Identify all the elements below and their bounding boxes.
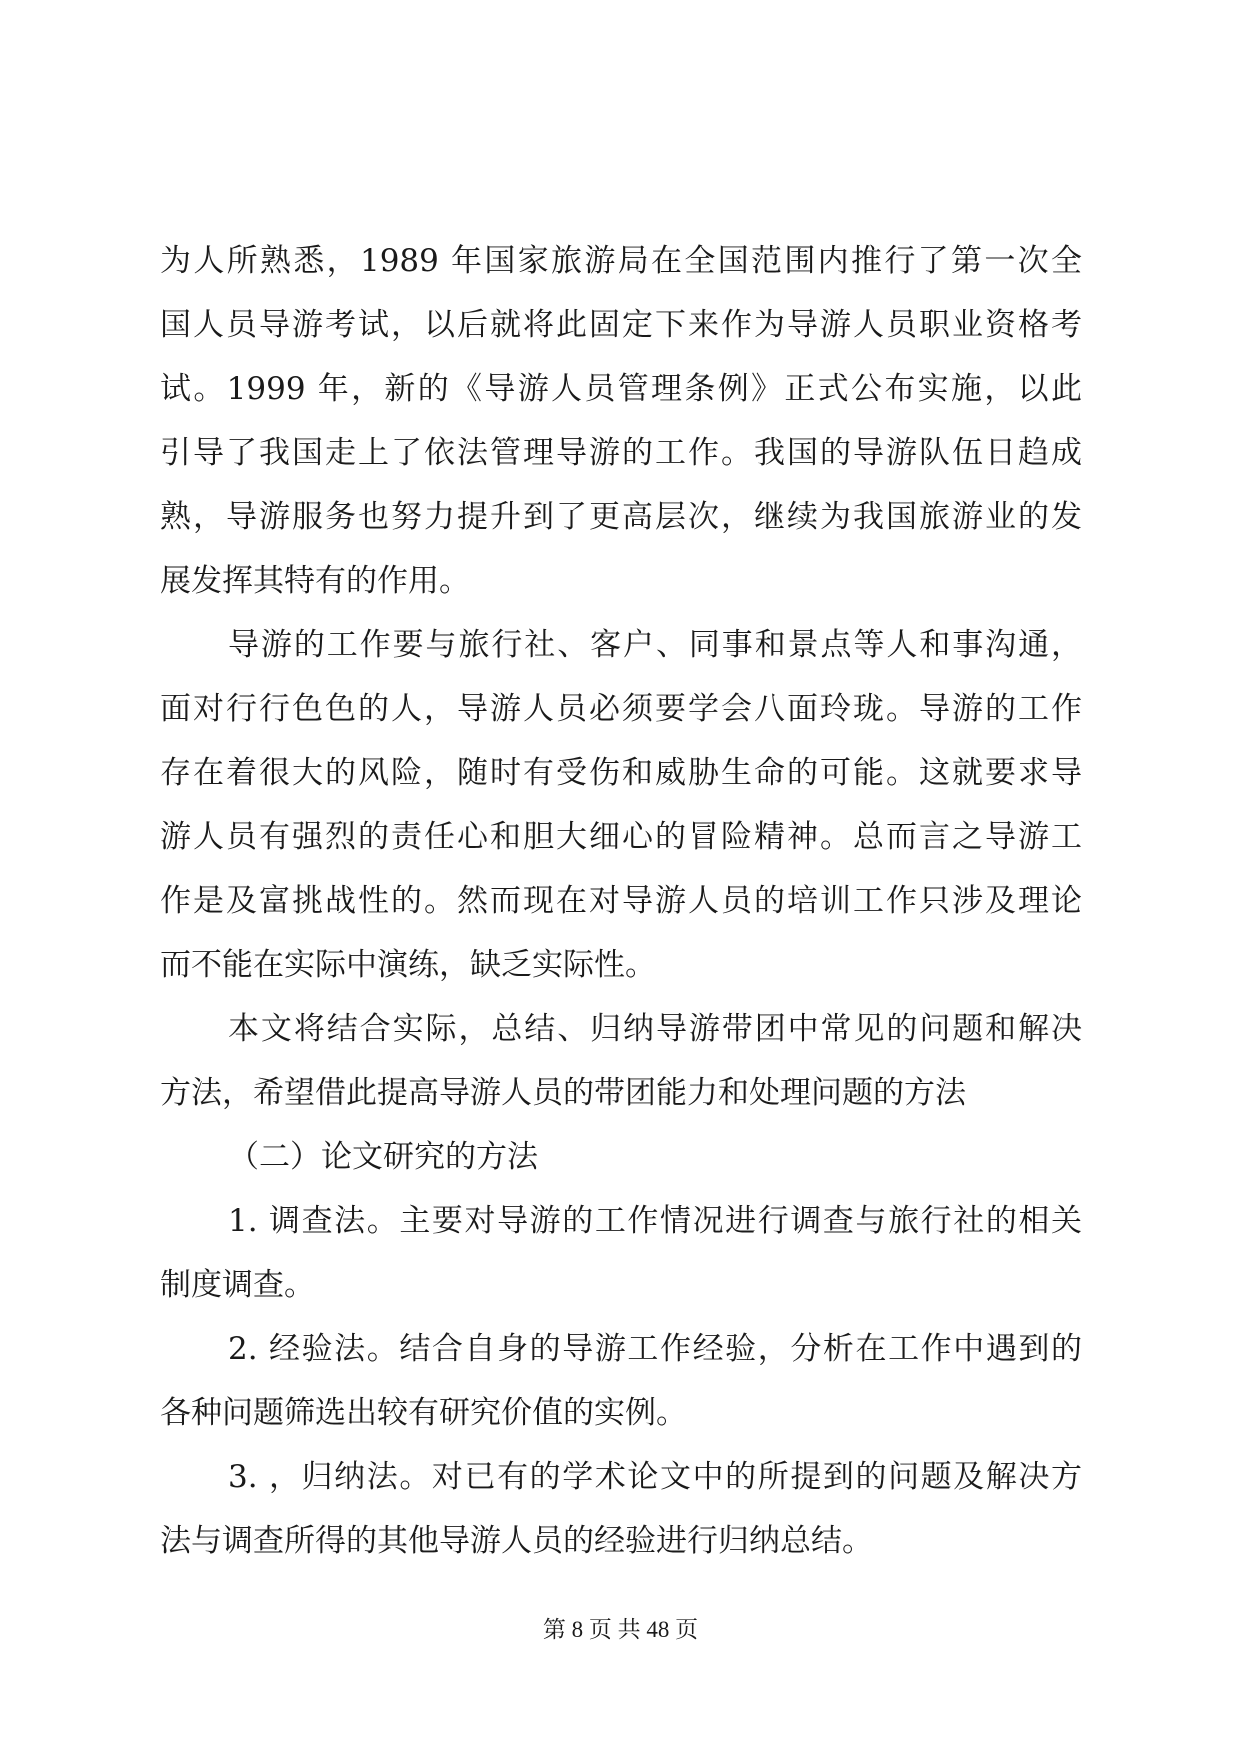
list-item: 1. 调查法。主要对导游的工作情况进行调查与旅行社的相关: [228, 1203, 1082, 1239]
list-item: 2. 经验法。结合自身的导游工作经验，分析在工作中遇到的: [228, 1331, 1082, 1367]
text-line: 本文将结合实际，总结、归纳导游带团中常见的问题和解决: [228, 1011, 1082, 1047]
list-item: 3. ，归纳法。对已有的学术论文中的所提到的问题及解决方: [228, 1459, 1082, 1495]
text-line: 法与调查所得的其他导游人员的经验进行归纳总结。: [160, 1523, 873, 1559]
text-line: 展发挥其特有的作用。: [160, 563, 470, 599]
section-heading: （二）论文研究的方法: [228, 1139, 538, 1175]
text-line: 制度调查。: [160, 1267, 315, 1303]
body-text: [160, 229, 1082, 1573]
text-line: 熟，导游服务也努力提升到了更高层次，继续为我国旅游业的发: [160, 499, 1082, 535]
page-number: 第 8 页 共 48 页: [542, 1617, 699, 1642]
text-line: 为人所熟悉，1989 年国家旅游局在全国范围内推行了第一次全: [160, 243, 1082, 279]
text-line: 游人员有强烈的责任心和胆大细心的冒险精神。总而言之导游工: [160, 819, 1082, 855]
text-line: 而不能在实际中演练，缺乏实际性。: [160, 947, 656, 983]
text-line: 存在着很大的风险，随时有受伤和威胁生命的可能。这就要求导: [160, 755, 1082, 791]
text-line: 导游的工作要与旅行社、客户、同事和景点等人和事沟通，: [228, 627, 1082, 663]
text-line: 国人员导游考试，以后就将此固定下来作为导游人员职业资格考: [160, 307, 1082, 343]
text-line: 引导了我国走上了依法管理导游的工作。我国的导游队伍日趋成: [160, 435, 1082, 471]
text-line: 各种问题筛选出较有研究价值的实例。: [160, 1395, 687, 1431]
text-line: 试。1999 年，新的《导游人员管理条例》正式公布实施，以此: [160, 371, 1082, 407]
text-line: 方法，希望借此提高导游人员的带团能力和处理问题的方法: [160, 1075, 966, 1111]
text-line: 作是及富挑战性的。然而现在对导游人员的培训工作只涉及理论: [160, 883, 1082, 919]
text-line: 面对行行色色的人，导游人员必须要学会八面玲珑。导游的工作: [160, 691, 1082, 727]
